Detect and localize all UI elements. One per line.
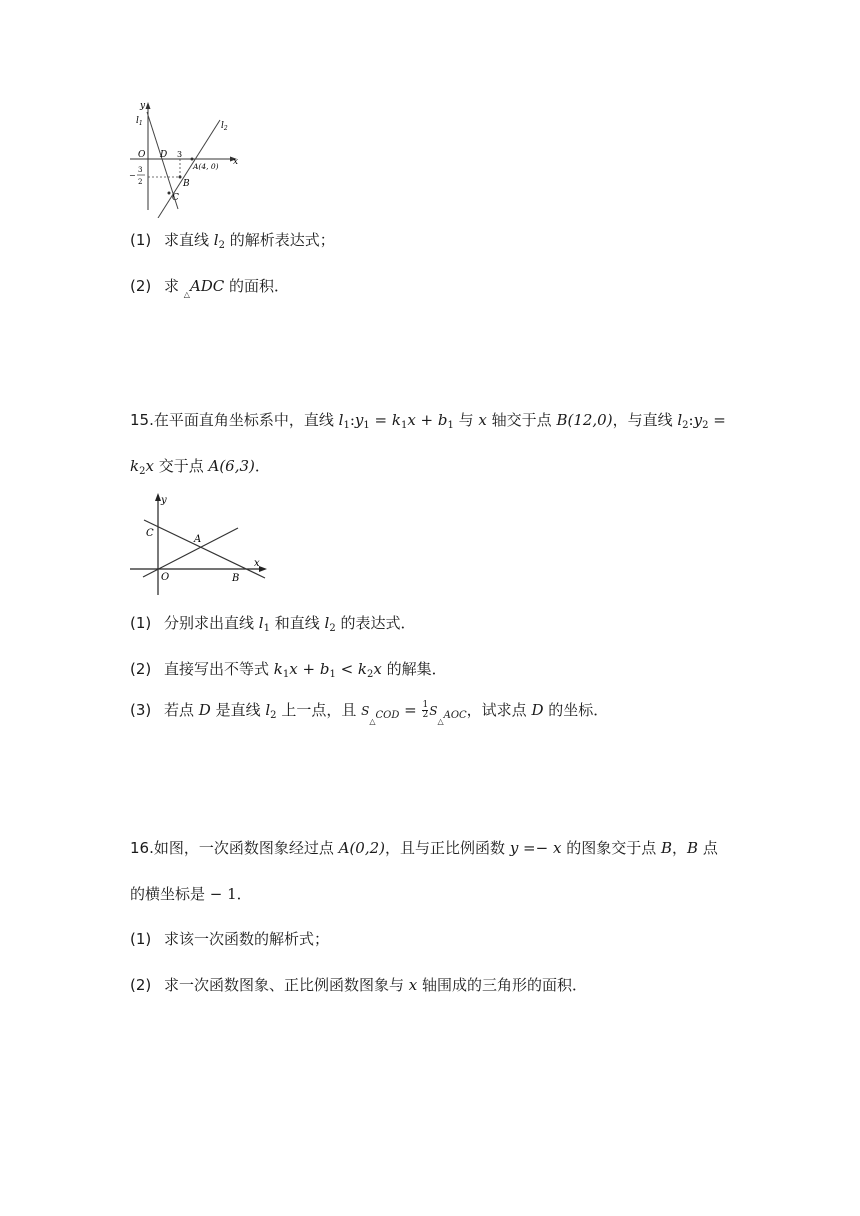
text: ，与直线 <box>612 411 678 429</box>
q14-item-2 <box>130 276 289 305</box>
math: 2 <box>139 466 146 477</box>
math: 1 <box>447 420 454 431</box>
math: AOC <box>443 710 467 721</box>
text: 的表达式． <box>335 614 416 632</box>
item-number: (2) <box>130 660 152 678</box>
text: 点 <box>698 839 718 857</box>
text: 轴交于点 <box>486 411 557 429</box>
math: D <box>531 701 544 719</box>
item-number: (1) <box>130 231 152 249</box>
math: k <box>273 660 283 678</box>
math: k <box>391 411 401 429</box>
q16-intro-line-1 <box>130 838 718 858</box>
math: + <box>415 411 438 429</box>
math: 1 <box>363 420 370 431</box>
fig1-c-label: C <box>172 193 179 203</box>
math-var: l <box>213 231 219 249</box>
math: x <box>289 660 298 678</box>
math: 2 <box>682 420 689 431</box>
math: S <box>361 704 370 718</box>
math: l <box>258 614 264 632</box>
math: = <box>399 701 422 719</box>
q15-item-3 <box>130 700 608 732</box>
text: 16.如图，一次函数图象经过点 <box>130 839 339 857</box>
item-number: (2) <box>130 277 152 295</box>
item-number: (2) <box>130 976 152 994</box>
math: − 1 <box>209 885 237 903</box>
figure-2-graph <box>128 490 270 598</box>
item-number: (1) <box>130 614 152 632</box>
math: 1 <box>343 420 350 431</box>
q15-intro-line-2 <box>130 456 270 482</box>
text: ， <box>672 839 688 857</box>
math: l <box>265 701 271 719</box>
q15-item-2 <box>130 659 447 685</box>
text: 若点 <box>164 701 199 719</box>
math: A(0,2) <box>338 839 386 857</box>
math: 2 <box>367 669 374 680</box>
frac-num: 1 <box>422 700 429 710</box>
q16-item-1 <box>130 929 329 949</box>
text: 和直线 <box>269 614 325 632</box>
text: 是直线 <box>210 701 266 719</box>
math: x <box>407 411 416 429</box>
math: l <box>324 614 330 632</box>
text: 分别求出直线 <box>164 614 259 632</box>
math: : <box>349 411 355 429</box>
fig1-three-label: 3 <box>177 150 183 159</box>
triangle-symbol: △ <box>369 717 376 726</box>
math: B(12,0) <box>556 411 613 429</box>
math: 1 <box>329 669 336 680</box>
fig1-neg-label: − <box>129 171 136 180</box>
math: b <box>319 660 330 678</box>
text: 15.在平面直角坐标系中，直线 <box>130 411 339 429</box>
q15-item-1 <box>130 613 415 639</box>
fig1-d-label: D <box>160 150 168 160</box>
q15-intro-line-1 <box>130 410 726 436</box>
fraction-half <box>422 701 428 720</box>
math: COD <box>375 710 400 721</box>
q14-item-1 <box>130 230 335 256</box>
fig1-b-label: B <box>183 179 190 189</box>
math: : <box>688 411 694 429</box>
fig2-c-label: C <box>146 528 154 539</box>
math: = <box>369 411 392 429</box>
fig2-a-label: A <box>194 534 202 545</box>
fig1-frac-num: 3 <box>138 166 143 174</box>
fig1-y-label: y <box>140 101 146 111</box>
fig1-frac-den: 2 <box>138 178 143 186</box>
math: = <box>708 411 726 429</box>
math: y <box>693 411 703 429</box>
text: 求直线 <box>164 231 214 249</box>
item-number: (1) <box>130 930 152 948</box>
text: 的面积． <box>224 277 290 295</box>
math: 2 <box>329 623 336 634</box>
q16-intro-line-2 <box>130 884 252 904</box>
math: 1 <box>400 420 408 431</box>
math-sub: 2 <box>218 240 225 251</box>
math: x <box>408 976 418 994</box>
math: < <box>335 660 358 678</box>
q16-item-2 <box>130 975 587 995</box>
math: D <box>198 701 211 719</box>
math: B <box>660 839 672 857</box>
math: 1 <box>282 669 290 680</box>
math: B <box>687 839 699 857</box>
fig2-b-label: B <box>232 573 240 584</box>
fig1-l2-label: $l_2$ <box>221 121 228 132</box>
math: 2 <box>270 710 277 721</box>
math: A(6,3) <box>208 457 255 475</box>
math: k <box>130 457 140 475</box>
math: x <box>145 457 154 475</box>
math: 2 <box>702 420 709 431</box>
frac-den: 2 <box>422 710 429 720</box>
text: ． <box>236 885 252 903</box>
math: + <box>297 660 320 678</box>
fig2-x-label: x <box>254 558 260 569</box>
text: 的图象交于点 <box>561 839 661 857</box>
fig1-origin-label: O <box>138 150 146 160</box>
text: 求 <box>164 277 184 295</box>
math: y <box>354 411 364 429</box>
text: 直接写出不等式 <box>164 660 274 678</box>
figure-1-graph <box>125 98 250 218</box>
text: 求一次函数图象、正比例函数图象与 <box>164 976 409 994</box>
text: 与 <box>453 411 479 429</box>
triangle-symbol: △ <box>183 290 190 299</box>
math: S <box>429 704 438 718</box>
math: k <box>357 660 368 678</box>
fig1-a-label: A(4, 0) <box>193 162 219 171</box>
text: 的横坐标是 <box>130 885 210 903</box>
triangle-symbol: △ <box>437 717 444 726</box>
fig1-l1-label: $l_1$ <box>136 116 143 127</box>
math: l <box>677 411 683 429</box>
fig2-o-label: O <box>161 572 170 583</box>
math: b <box>437 411 448 429</box>
text: 交于点 <box>153 457 209 475</box>
text: 上一点，且 <box>276 701 362 719</box>
text: ，试求点 <box>466 701 532 719</box>
math: 1 <box>263 623 270 634</box>
math: x <box>478 411 487 429</box>
item-number: (3) <box>130 701 152 719</box>
math: l <box>338 411 344 429</box>
math: y =− x <box>509 839 562 857</box>
text: 轴围成的三角形的面积． <box>417 976 588 994</box>
fig2-y-label: y <box>161 495 167 506</box>
math-var: ADC <box>189 277 225 295</box>
math: x <box>373 660 382 678</box>
text: 的解析表达式； <box>224 231 335 249</box>
text: 求该一次函数的解析式； <box>164 930 330 948</box>
text: 的解集． <box>381 660 447 678</box>
text: ，且与正比例函数 <box>385 839 510 857</box>
text: ． <box>254 457 270 475</box>
fig1-x-label: x <box>233 157 239 167</box>
text: 的坐标． <box>543 701 609 719</box>
